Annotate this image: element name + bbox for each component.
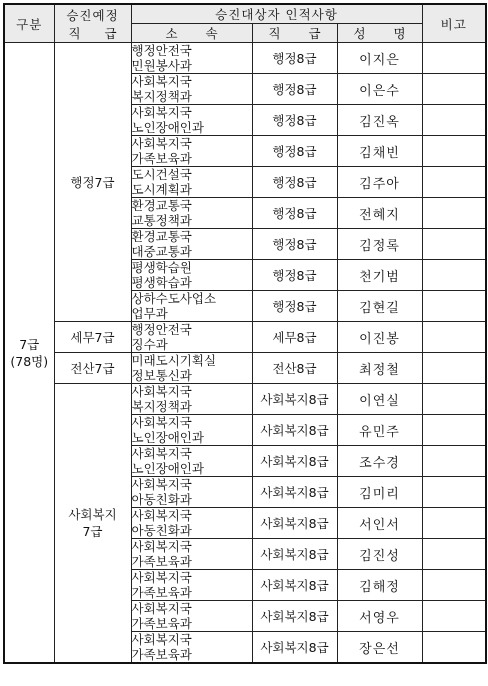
promo-grade-cell (54, 43, 131, 322)
promo-grade-line2: 7급 (82, 524, 103, 539)
dept-bureau: 사회복지국 (131, 632, 192, 647)
dept-division: 가족보육과 (131, 554, 192, 569)
dept-cell (131, 384, 252, 415)
dept-bureau: 상하수도사업소 (131, 291, 217, 306)
note-cell (422, 43, 486, 74)
dept-cell (131, 632, 252, 664)
dept-division: 대중교통과 (131, 244, 192, 259)
grade-cell: 행정8급 (252, 291, 337, 322)
grade-cell: 행정8급 (252, 198, 337, 229)
dept-cell (131, 43, 252, 74)
grade-cell: 행정8급 (252, 74, 337, 105)
dept-division: 징수과 (131, 337, 168, 352)
grade-cell: 사회복지8급 (252, 446, 337, 477)
grade-cell: 사회복지8급 (252, 570, 337, 601)
grade-cell: 사회복지8급 (252, 539, 337, 570)
dept-cell (131, 446, 252, 477)
dept-cell (131, 198, 252, 229)
note-cell (422, 508, 486, 539)
dept-bureau: 사회복지국 (131, 570, 192, 585)
name-cell: 서영우 (337, 601, 422, 632)
table-row (4, 43, 486, 74)
dept-bureau: 도시건설국 (131, 167, 192, 182)
dept-cell (131, 260, 252, 291)
dept-division: 정보통신과 (131, 368, 192, 383)
dept-division: 아동친화과 (131, 492, 192, 507)
dept-division: 교통정책과 (131, 213, 192, 228)
category-line1: 7급 (19, 336, 40, 352)
grade-cell: 사회복지8급 (252, 632, 337, 664)
promo-grade-cell (54, 322, 131, 353)
name-cell: 최정철 (337, 353, 422, 384)
note-cell (422, 601, 486, 632)
note-cell (422, 74, 486, 105)
promotion-table (3, 3, 487, 664)
name-cell: 김주아 (337, 167, 422, 198)
dept-division: 도시계획과 (131, 182, 192, 197)
dept-cell (131, 136, 252, 167)
note-cell (422, 446, 486, 477)
name-cell: 김해정 (337, 570, 422, 601)
table-row (4, 353, 486, 384)
header-grade (252, 24, 337, 43)
dept-division: 평생학습과 (131, 275, 192, 290)
dept-division: 복지정책과 (131, 89, 192, 104)
note-cell (422, 570, 486, 601)
dept-bureau: 미래도시기획실 (131, 353, 217, 368)
promo-grade-cell (54, 353, 131, 384)
dept-division: 노인장애인과 (131, 461, 204, 476)
name-cell: 유민주 (337, 415, 422, 446)
dept-division: 가족보육과 (131, 585, 192, 600)
grade-cell: 행정8급 (252, 105, 337, 136)
name-cell: 김현길 (337, 291, 422, 322)
note-cell (422, 291, 486, 322)
note-cell (422, 415, 486, 446)
dept-bureau: 환경교통국 (131, 198, 192, 213)
dept-cell (131, 415, 252, 446)
dept-division: 가족보육과 (131, 647, 192, 662)
dept-cell (131, 570, 252, 601)
dept-division: 노인장애인과 (131, 430, 204, 445)
dept-division: 가족보육과 (131, 151, 192, 166)
note-cell (422, 260, 486, 291)
grade-cell: 사회복지8급 (252, 508, 337, 539)
note-cell (422, 539, 486, 570)
grade-cell: 행정8급 (252, 260, 337, 291)
note-cell (422, 353, 486, 384)
dept-division: 민원봉사과 (131, 58, 192, 73)
dept-cell (131, 291, 252, 322)
note-cell (422, 632, 486, 664)
grade-cell: 전산8급 (252, 353, 337, 384)
dept-cell (131, 353, 252, 384)
table-row (4, 322, 486, 353)
note-cell (422, 229, 486, 260)
grade-cell: 사회복지8급 (252, 477, 337, 508)
name-cell: 이연실 (337, 384, 422, 415)
dept-bureau: 환경교통국 (131, 229, 192, 244)
note-cell (422, 198, 486, 229)
header-grade-label: 직 급 (268, 26, 333, 41)
name-cell: 김미리 (337, 477, 422, 508)
promo-grade-cell (54, 384, 131, 664)
dept-bureau: 사회복지국 (131, 105, 192, 120)
dept-bureau: 사회복지국 (131, 384, 192, 399)
header-promo-grade-bottom: 직 급 (68, 25, 127, 41)
header-name-label: 성 명 (353, 26, 418, 41)
name-cell: 천기범 (337, 260, 422, 291)
name-cell: 이지은 (337, 43, 422, 74)
dept-division: 노인장애인과 (131, 120, 204, 135)
name-cell: 이은수 (337, 74, 422, 105)
dept-division: 복지정책과 (131, 399, 192, 414)
note-cell (422, 167, 486, 198)
grade-cell: 행정8급 (252, 43, 337, 74)
name-cell: 전혜지 (337, 198, 422, 229)
note-cell (422, 105, 486, 136)
header-dept (131, 24, 252, 43)
name-cell: 이진봉 (337, 322, 422, 353)
dept-bureau: 사회복지국 (131, 601, 192, 616)
name-cell: 장은선 (337, 632, 422, 664)
table-row (4, 384, 486, 415)
dept-cell (131, 105, 252, 136)
dept-bureau: 사회복지국 (131, 415, 192, 430)
header-promo-grade (54, 4, 131, 43)
promo-grade-line1: 전산7급 (70, 360, 115, 376)
dept-bureau: 사회복지국 (131, 477, 192, 492)
name-cell: 조수경 (337, 446, 422, 477)
category-cell (4, 43, 54, 664)
dept-bureau: 행정안전국 (131, 322, 192, 337)
dept-bureau: 행정안전국 (131, 43, 192, 58)
dept-cell (131, 508, 252, 539)
name-cell: 서인서 (337, 508, 422, 539)
name-cell: 김채빈 (337, 136, 422, 167)
note-cell (422, 384, 486, 415)
grade-cell: 세무8급 (252, 322, 337, 353)
table-body (4, 43, 486, 664)
dept-bureau: 사회복지국 (131, 74, 192, 89)
dept-bureau: 사회복지국 (131, 539, 192, 554)
dept-division: 아동친화과 (131, 523, 192, 538)
dept-cell (131, 601, 252, 632)
grade-cell: 행정8급 (252, 167, 337, 198)
header-note: 비고 (422, 4, 486, 43)
name-cell: 김정록 (337, 229, 422, 260)
dept-bureau: 사회복지국 (131, 508, 192, 523)
dept-division: 업무과 (131, 306, 168, 321)
dept-cell (131, 229, 252, 260)
grade-cell: 행정8급 (252, 229, 337, 260)
grade-cell: 사회복지8급 (252, 415, 337, 446)
header-dept-label: 소 속 (165, 26, 230, 41)
note-cell (422, 136, 486, 167)
header-candidate-info: 승진대상자 인적사항 (131, 4, 422, 24)
grade-cell: 행정8급 (252, 136, 337, 167)
dept-bureau: 사회복지국 (131, 446, 192, 461)
dept-cell (131, 539, 252, 570)
grade-cell: 사회복지8급 (252, 384, 337, 415)
header-promo-grade-top: 승진예정 (66, 7, 119, 23)
dept-cell (131, 322, 252, 353)
promo-grade-line1: 사회복지 (68, 507, 117, 522)
dept-cell (131, 74, 252, 105)
grade-cell: 사회복지8급 (252, 601, 337, 632)
name-cell: 김진성 (337, 539, 422, 570)
name-cell: 김진옥 (337, 105, 422, 136)
note-cell (422, 477, 486, 508)
promo-grade-line1: 세무7급 (70, 329, 115, 345)
header-category: 구분 (4, 4, 54, 43)
dept-division: 가족보육과 (131, 616, 192, 631)
dept-bureau: 평생학습원 (131, 260, 192, 275)
category-line2: (78명) (10, 353, 49, 369)
note-cell (422, 322, 486, 353)
promo-grade-line1: 행정7급 (70, 174, 115, 190)
dept-cell (131, 167, 252, 198)
header-name (337, 24, 422, 43)
dept-bureau: 사회복지국 (131, 136, 192, 151)
dept-cell (131, 477, 252, 508)
